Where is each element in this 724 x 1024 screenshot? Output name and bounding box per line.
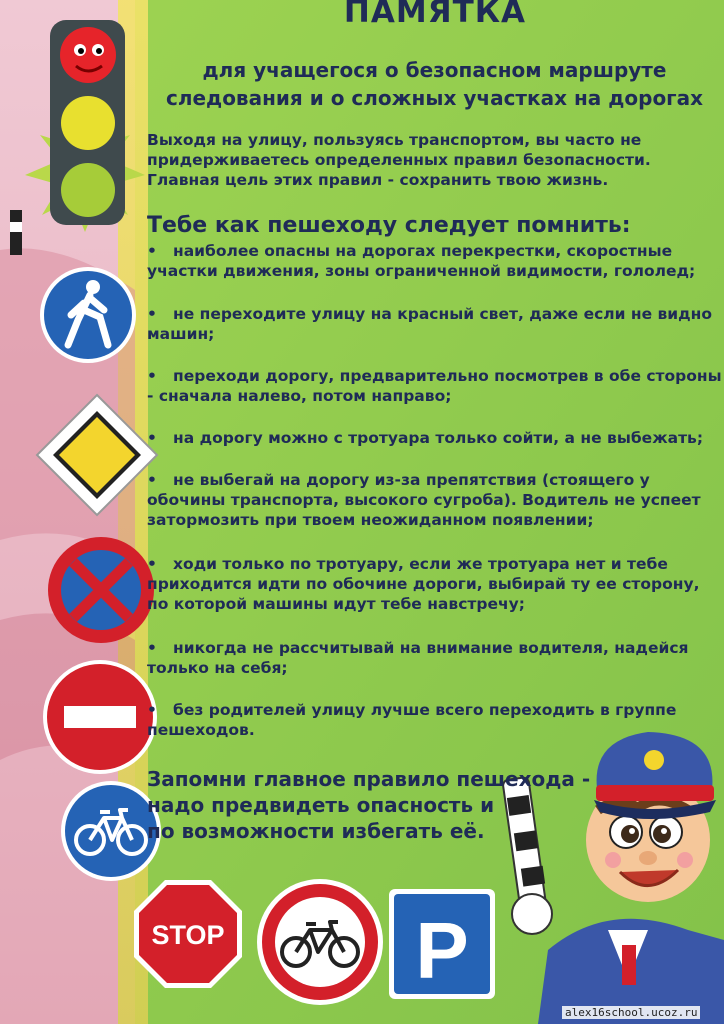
bullet: • xyxy=(147,305,157,323)
main-rule-line-1: Запомни главное правило пешехода - xyxy=(147,767,591,791)
list-item-text: наиболее опасны на дорогах перекрестки, скоростные участки движения, зоны ограниченной видимости, гололед; xyxy=(147,242,696,280)
list-item xyxy=(147,428,722,448)
list-item-text: никогда не рассчитывай на внимание водителя, надейся только на себя; xyxy=(147,639,689,677)
bullet: • xyxy=(147,701,157,719)
list-item-text: на дорогу можно с тротуара только сойти, а не выбежать; xyxy=(173,429,704,447)
main-rule-line-2: надо предвидеть опасность и xyxy=(147,793,495,817)
traffic-light-icon xyxy=(10,0,160,265)
bullet: • xyxy=(147,639,157,657)
list-item xyxy=(147,700,722,740)
bullet: • xyxy=(147,555,157,573)
bullet: • xyxy=(147,471,157,489)
stop-sign-text: STOP xyxy=(151,920,225,950)
list-item-text: не выбегай на дорогу из-за препятствия (стоящего у обочины транспорта, высокого сугроба). Водитель не успеет затормозить при твоем неожиданном появлении; xyxy=(147,471,701,529)
list-item xyxy=(147,366,722,406)
list-item-text: без родителей улицу лучше всего переходить в группе пешеходов. xyxy=(147,701,677,739)
intro-paragraph: Выходя на улицу, пользуясь транспортом, вы часто не придерживаетесь определенных правил безопасности. Главная цель этих правил - сохранить твою жизнь. xyxy=(147,131,651,189)
bullet: • xyxy=(147,367,157,385)
no-bicycles-sign-icon xyxy=(256,878,384,1006)
pedestrian-sign-icon xyxy=(38,265,138,365)
main-rule-line-3: по возможности избегать её. xyxy=(147,819,485,843)
subtitle xyxy=(145,56,724,112)
parking-sign-letter: P xyxy=(415,906,469,995)
subtitle-line-1: для учащегося о безопасном маршруте xyxy=(202,58,667,82)
list-item xyxy=(147,470,722,530)
stop-sign-icon xyxy=(132,878,244,990)
parking-sign-icon xyxy=(388,888,496,1000)
priority-road-sign-icon xyxy=(35,393,159,517)
bullet: • xyxy=(147,242,157,260)
remember-heading: Тебе как пешеходу следует помнить: xyxy=(147,213,631,238)
list-item-text: ходи только по тротуару, если же тротуара нет и тебе приходится идти по обочине дороги, выбирай ту ее сторону, по которой машины идут тебе навстречу; xyxy=(147,555,700,613)
no-entry-sign-icon xyxy=(42,659,158,775)
list-item-text: переходи дорогу, предварительно посмотрев в обе стороны - сначала налево, потом направо; xyxy=(147,367,722,405)
list-item xyxy=(147,241,722,281)
traffic-police-boy-illustration xyxy=(498,700,724,1024)
list-item xyxy=(147,638,722,678)
bullet: • xyxy=(147,429,157,447)
website-watermark: alex16school.ucoz.ru xyxy=(562,1006,700,1019)
list-item xyxy=(147,304,722,344)
no-stopping-sign-icon xyxy=(46,535,156,645)
page-title: ПАМЯТКА xyxy=(343,0,527,30)
list-item-text: не переходите улицу на красный свет, даже если не видно машин; xyxy=(147,305,713,343)
list-item xyxy=(147,554,722,614)
subtitle-line-2: следования и о сложных участках на дорогах xyxy=(165,86,704,110)
main-rule xyxy=(147,766,617,844)
